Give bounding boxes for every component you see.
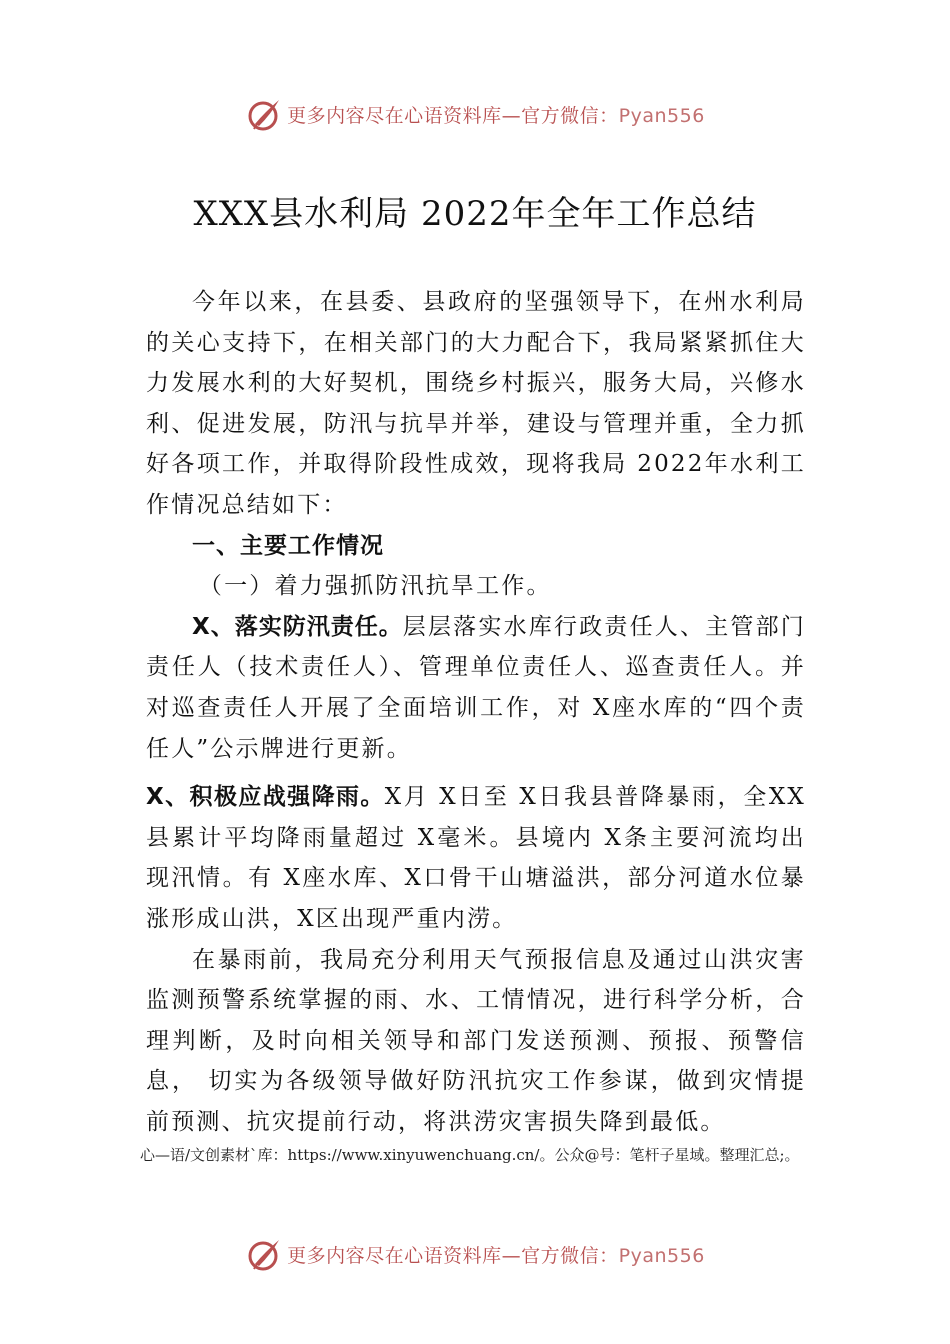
pre-rain-paragraph: 在暴雨前，我局充分利用天气预报信息及通过山洪灾害监测预警系统掌握的雨、水、工情情况，进行科学分析，合理判断，及时向相关领导和部门发送预测、预报、预警信息， 切实为各级领导做好防汛抗灾工作参谋，做到灾情提前预测、抗灾提前行动，将洪涝灾害损失降到最低。: [146, 946, 806, 1135]
item-heading-2: X、积极应战强降雨。: [146, 784, 385, 811]
footer-watermark-banner: [0, 1234, 950, 1274]
item-paragraph-2: [146, 777, 806, 939]
item-body-1: 层层落实水库行政责任人、主管部门责任人（技术责任人）、管理单位责任人、巡查责任人。并对巡查责任人开展了全面培训工作，对 X座水库的“四个责任人”公示牌进行更新。: [146, 613, 807, 762]
document-body: [146, 282, 806, 1142]
banner-slogan: 更多内容尽在心语资料库—官方微信：: [287, 1244, 619, 1267]
banner-wechat-id: Pyan556: [618, 104, 705, 127]
source-note: 心—语/文创素材`库：https://www.xinyuwenchuang.cn/。公众@号：笔杆子星域。整理汇总;。: [140, 1146, 800, 1164]
subsection-heading: （一）着力强抓防汛抗旱工作。: [198, 573, 552, 600]
banner-slogan: 更多内容尽在心语资料库—官方微信：: [287, 104, 619, 127]
section-heading: 一、主要工作情况: [192, 532, 384, 559]
quill-logo-icon: [245, 1234, 285, 1274]
banner-wechat-id: Pyan556: [618, 1244, 705, 1267]
item-body-2: X月 X日至 X日我县普降暴雨，全XX县累计平均降雨量超过 X毫米。县境内 X条主要河流均出现汛情。有 X座水库、X口骨干山塘溢洪，部分河道水位暴涨形成山洪，X区出现严重内涝。: [146, 784, 806, 932]
header-watermark-banner: [0, 94, 950, 134]
item-heading-1: X、落实防汛责任。: [192, 613, 403, 640]
banner-text: [287, 1241, 705, 1268]
item-paragraph-1: [146, 607, 806, 769]
document-title: XXX县水利局 2022年全年工作总结: [193, 194, 757, 234]
intro-paragraph: 今年以来，在县委、县政府的坚强领导下，在州水利局的关心支持下，在相关部门的大力配合下，我局紧紧抓住大力发展水利的大好契机，围绕乡村振兴，服务大局，兴修水利、促进发展，防汛与抗旱并举，建设与管理并重，全力抓 好各项工作，并取得阶段性成效，现将我局 2022年水利工作情况总结如下：: [146, 289, 806, 518]
quill-logo-icon: [245, 94, 285, 134]
banner-text: [287, 101, 705, 128]
